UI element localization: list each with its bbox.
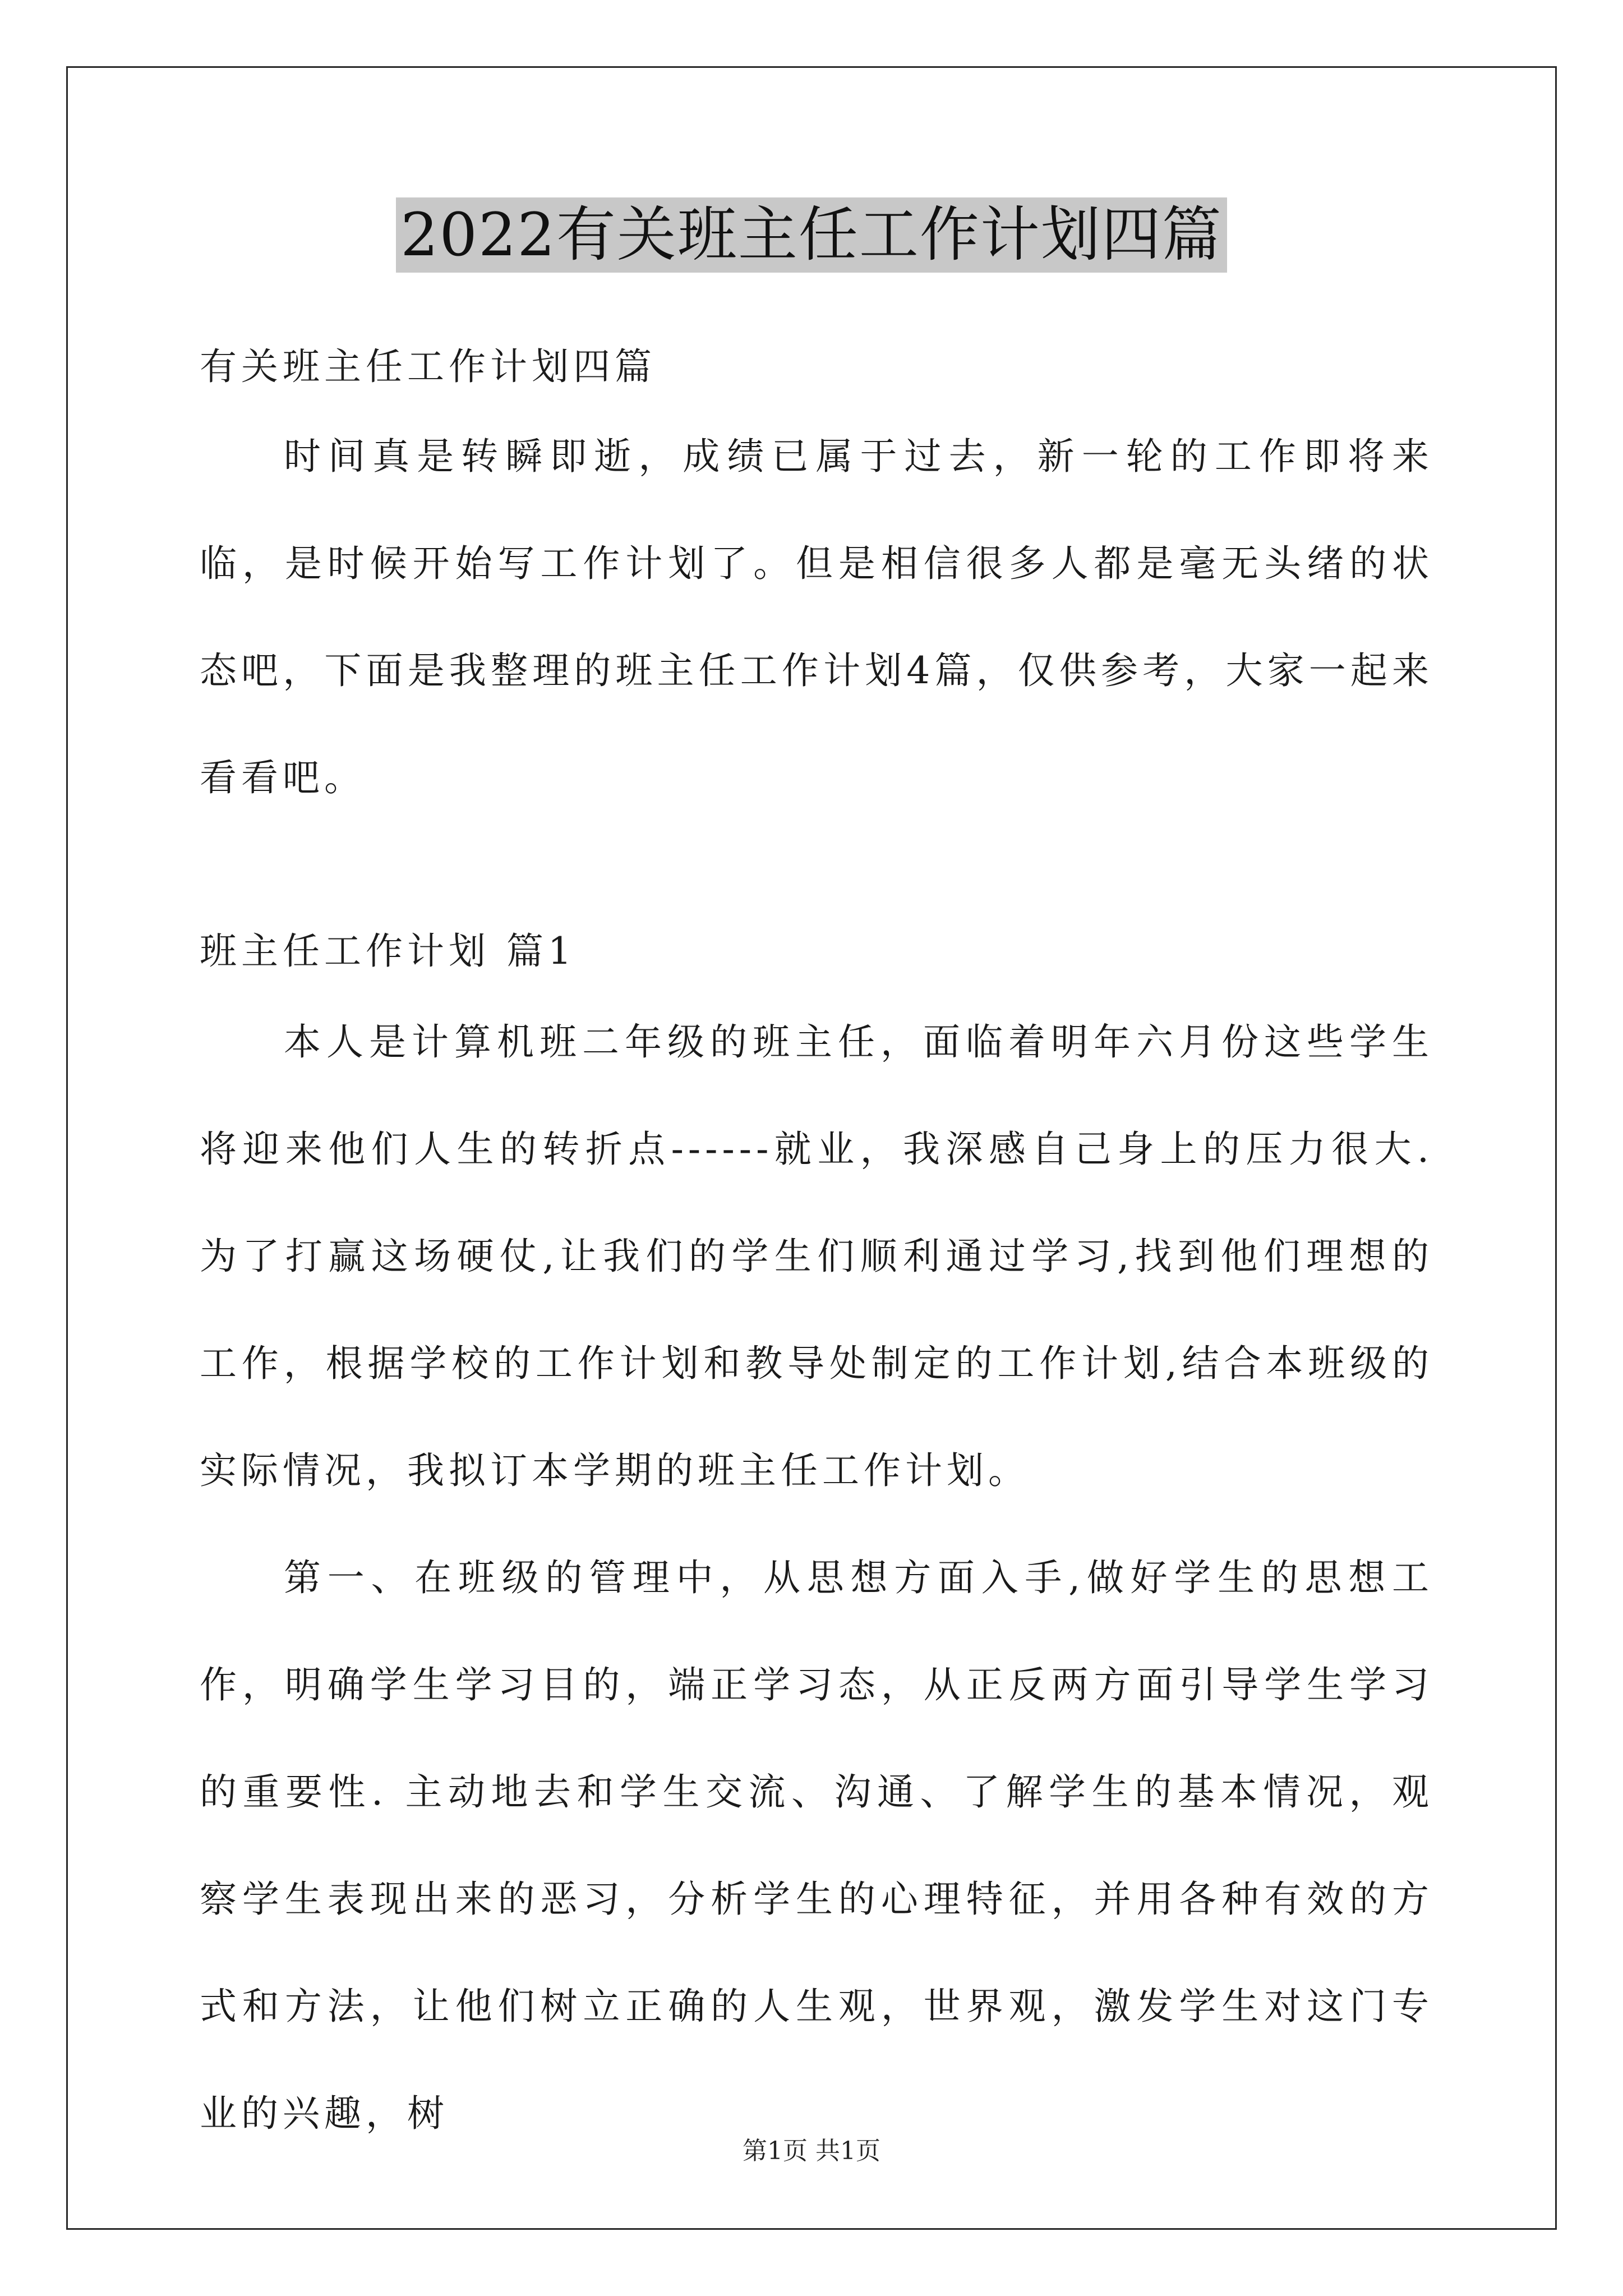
document-body <box>200 307 1433 2167</box>
section1-paragraph-2: 第一、在班级的管理中，从思想方面入手,做好学生的思想工作，明确学生学习目的，端正学习态，从正反两方面引导学生学习的重要性. 主动地去和学生交流、沟通、了解学生的基本情况，观察学生表现出来的恶习，分析学生的心理特征，并用各种有效的方式和方法，让他们树立正确的人生观，世界观，激发学生对这门专业的兴趣，树 <box>200 1556 1433 2135</box>
title-wrapper <box>0 197 1623 273</box>
page-footer: 第1页 共1页 <box>743 2137 880 2165</box>
section1-paragraph-1: 本人是计算机班二年级的班主任，面临着明年六月份这些学生将迎来他们人生的转折点------就业，我深感自己身上的压力很大. 为了打赢这场硬仗,让我们的学生们顺利通过学习,找到他们理想的工作，根据学校的工作计划和教导处制定的工作计划,结合本班级的实际情况，我拟订本学期的班主任工作计划。 <box>200 1020 1433 1492</box>
section-heading: 班主任工作计划 篇1 <box>200 930 576 973</box>
document-title: 2022有关班主任工作计划四篇 <box>396 197 1227 273</box>
intro-paragraph: 时间真是转瞬即逝，成绩已属于过去，新一轮的工作即将来临，是时候开始写工作计划了。但是相信很多人都是毫无头绪的状态吧，下面是我整理的班主任工作计划4篇，仅供参考，大家一起来看看吧。 <box>200 435 1433 799</box>
subtitle: 有关班主任工作计划四篇 <box>200 345 656 388</box>
